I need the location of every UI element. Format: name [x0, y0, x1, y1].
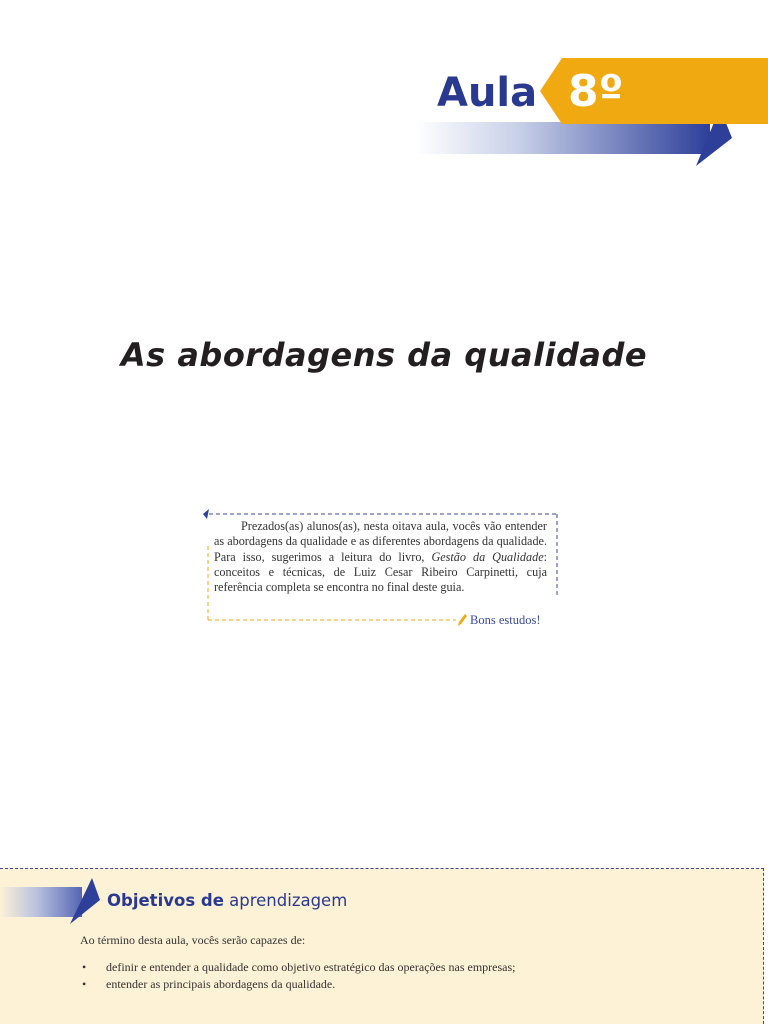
signoff: [458, 612, 541, 628]
header-gradient-bar: [415, 122, 710, 154]
lesson-label: Aula: [437, 70, 538, 116]
intro-paragraph: Prezados(as) alunos(as), nesta oitava aula, vocês vão entender as abordagens da qualidade e as diferentes abordagens da qualidade. Para isso, sugerimos a leitura do livro, Gestão da Qualidade: conceitos e técnicas, de Luiz Cesar Ribeiro Carpinetti, cuja referência completa se encontra no final deste guia.: [214, 519, 547, 595]
signoff-text: Bons estudos!: [470, 612, 541, 627]
flag-icon: [68, 878, 102, 926]
book-title: Gestão da Qualidade: [431, 549, 544, 564]
list-item: [80, 977, 516, 992]
objectives-intro: Ao término desta aula, vocês serão capazes de:: [80, 933, 306, 947]
pencil-icon: [458, 614, 467, 626]
objectives-heading: [107, 889, 347, 913]
objectives-list: [80, 960, 516, 994]
lesson-number: 8º: [568, 66, 624, 117]
objectives-heading-light: aprendizagem: [229, 891, 348, 910]
list-item-text: entender as principais abordagens da qualidade.: [106, 977, 336, 991]
list-item-text: definir e entender a qualidade como objetivo estratégico das operações nas empresas;: [106, 960, 516, 974]
page-title: As abordagens da qualidade: [120, 336, 648, 374]
objectives-heading-bold: Objetivos de: [107, 891, 224, 910]
bullet: •: [82, 977, 87, 991]
list-item: [80, 960, 516, 975]
bullet: •: [82, 960, 87, 974]
